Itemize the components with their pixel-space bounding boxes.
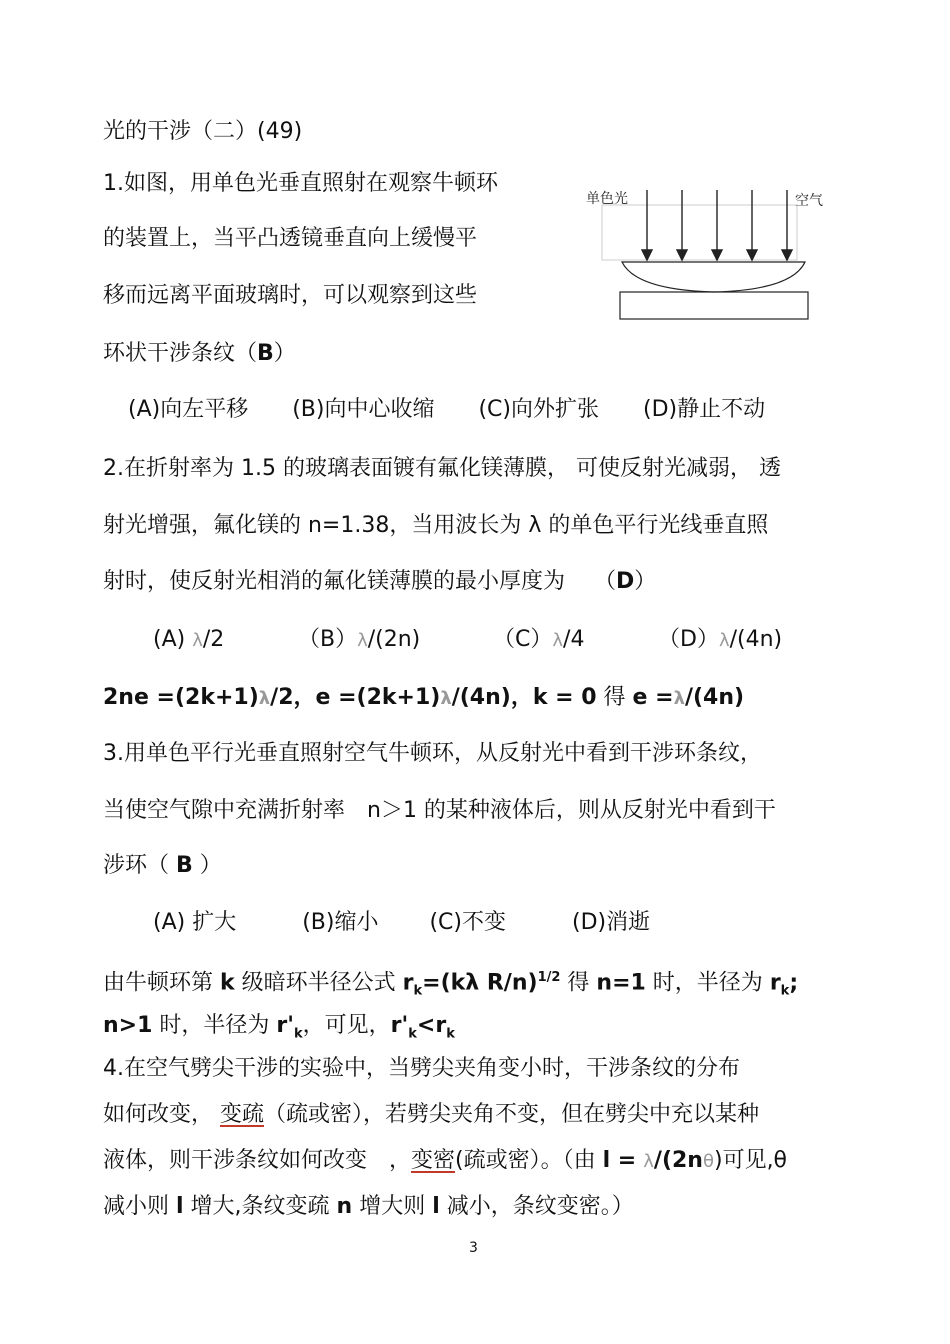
q2-option-d: （D）λ/(4n): [658, 627, 783, 652]
q4-line3: 液体，则干涉条纹如何改变 ，变密(疏或密）。（由 l = λ/(2nθ)可见,θ: [103, 1148, 788, 1173]
q1-line3: 移而远离平面玻璃时，可以观察到这些: [103, 283, 478, 308]
q2-line1: 2.在折射率为 1.5 的玻璃表面镀有氟化镁薄膜， 可使反射光减弱， 透: [103, 456, 781, 481]
doc-title: 光的干涉（二）(49): [103, 119, 303, 144]
q3-line3: 涉环（ B ）: [103, 853, 222, 878]
q3-line2: 当使空气隙中充满折射率 n＞1 的某种液体后，则从反射光中看到干: [103, 798, 776, 823]
q2-option-b: （B）λ/(2n): [298, 627, 421, 652]
q3-answer: B: [176, 853, 193, 878]
q3-line1: 3.用单色平行光垂直照射空气牛顿环，从反射光中看到干涉环条纹，: [103, 741, 762, 766]
q1-line2: 的装置上，当平凸透镜垂直向上缓慢平: [103, 226, 478, 251]
light-rays: [642, 190, 792, 260]
q4-line2: 如何改变， 变疏（疏或密），若劈尖夹角不变，但在劈尖中充以某种: [103, 1102, 760, 1127]
q2-option-a: (A) λ/2: [153, 627, 225, 652]
newton-ring-diagram: [582, 180, 832, 329]
q3-solution-line1: 由牛顿环第 k 级暗环半径公式 $r_k=(k\lambda$ R/n)$^{1/2}$ 得 n=1 时，半径为 $r_k$;: [103, 970, 799, 999]
q1-line1: 1.如图，用单色光垂直照射在观察牛顿环: [103, 171, 498, 196]
q2-option-c: （C）λ/4: [493, 627, 585, 652]
page-number: 3: [469, 1240, 478, 1256]
q4-line1: 4.在空气劈尖干涉的实验中，当劈尖夹角变小时，干涉条纹的分布: [103, 1056, 740, 1081]
q1-line4: 环状干涉条纹（B）: [103, 341, 296, 366]
glass-plate: [620, 292, 808, 319]
q2-line3: 射时，使反射光相消的氟化镁薄膜的最小厚度为 （D）: [103, 569, 657, 594]
label-monochrome-light: 单色光: [586, 191, 628, 207]
q4-line4: 减小则 l 增大,条纹变疏 n 增大则 l 减小，条纹变密。）: [103, 1194, 634, 1219]
plano-convex-lens: [622, 262, 805, 292]
q1-answer: B: [257, 341, 274, 366]
q3-options: (A) 扩大 (B)缩小 (C)不变 (D)消逝: [153, 910, 651, 935]
q2-solution: 2ne =(2k+1)λ/2，e =(2k+1)λ/(4n)，k = 0 得 e =λ/(4n): [103, 685, 745, 710]
q4-answer-2: 变密: [411, 1148, 456, 1173]
q1-options: (A)向左平移 (B)向中心收缩 (C)向外扩张 (D)静止不动: [128, 397, 766, 422]
q2-answer: D: [616, 569, 635, 594]
q3-solution-line2: n>1 时，半径为 $r'_k$，可见，$r'_k<r_k$: [103, 1013, 455, 1042]
q2-line2: 射光增强，氟化镁的 n=1.38，当用波长为 λ 的单色平行光线垂直照: [103, 513, 769, 538]
q4-answer-1: 变疏: [220, 1102, 265, 1127]
label-air: 空气: [795, 193, 823, 209]
